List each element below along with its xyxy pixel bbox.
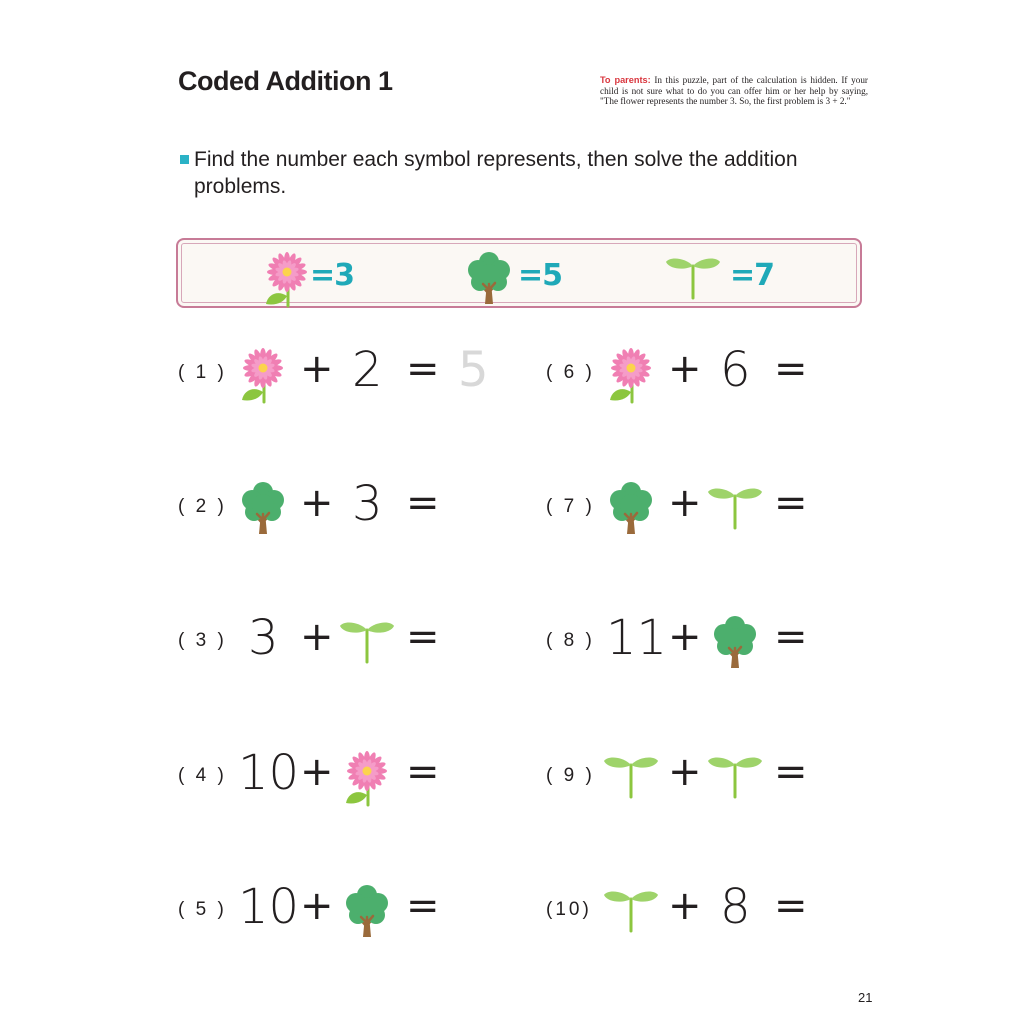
problem-number: ( 9 )	[546, 765, 595, 786]
key-value-flower: =3	[310, 258, 355, 293]
left-operand: 10	[238, 879, 300, 935]
tree-icon	[706, 612, 764, 672]
sprout-icon	[602, 747, 660, 807]
problem-number: ( 2 )	[178, 496, 227, 517]
problem-6	[546, 344, 846, 404]
equals-sign: =	[774, 749, 808, 795]
key-item-sprout	[664, 246, 784, 302]
plus-sign: +	[300, 883, 334, 929]
left-operand: 3	[248, 610, 279, 666]
parents-note	[600, 75, 868, 107]
problem-number: ( 6 )	[546, 362, 595, 383]
flower-icon	[258, 248, 316, 308]
plus-sign: +	[300, 749, 334, 795]
problem-9	[546, 747, 846, 807]
plus-sign: +	[300, 480, 334, 526]
problem-5	[178, 881, 478, 941]
tree-icon	[234, 478, 292, 538]
plus-sign: +	[668, 346, 702, 392]
tree-icon	[602, 478, 660, 538]
key-item-tree	[460, 246, 570, 302]
key-item-flower	[258, 246, 368, 302]
instruction-text: Find the number each symbol represents, then solve the addition problems.	[194, 148, 798, 198]
flower-icon	[234, 344, 292, 404]
equals-sign: =	[406, 480, 440, 526]
left-operand: 11	[606, 610, 668, 666]
page-title: Coded Addition 1	[178, 66, 393, 96]
left-operand: 10	[238, 745, 300, 801]
right-operand: 6	[720, 342, 751, 398]
page-number: 21	[858, 990, 873, 1005]
problem-number: ( 4 )	[178, 765, 227, 786]
plus-sign: +	[300, 346, 334, 392]
equals-sign: =	[406, 883, 440, 929]
parents-note-text: In this puzzle, part of the calculation is hidden. If your child is not sure what to do you can offer him or her help by saying, "The flower represents the number 3. So, the first problem is 3 + 2."	[600, 75, 868, 107]
problem-3	[178, 612, 478, 672]
answer-hint: 5	[458, 342, 489, 398]
problem-number: ( 1 )	[178, 362, 227, 383]
flower-icon	[338, 747, 396, 807]
tree-icon	[338, 881, 396, 941]
problem-2	[178, 478, 478, 538]
plus-sign: +	[668, 883, 702, 929]
equals-sign: =	[406, 346, 440, 392]
symbol-key-box	[176, 238, 862, 308]
parents-note-lead: To parents:	[600, 75, 651, 85]
problem-4	[178, 747, 478, 807]
right-operand: 8	[720, 879, 751, 935]
problem-number: ( 5 )	[178, 899, 227, 920]
problem-number: ( 8 )	[546, 630, 595, 651]
right-operand: 3	[352, 476, 383, 532]
problem-number: (10)	[546, 899, 592, 920]
equals-sign: =	[774, 346, 808, 392]
problem-number: ( 3 )	[178, 630, 227, 651]
problem-10	[546, 881, 846, 941]
equals-sign: =	[774, 480, 808, 526]
key-value-sprout: =7	[730, 258, 775, 293]
plus-sign: +	[668, 749, 702, 795]
problem-1	[178, 342, 489, 404]
plus-sign: +	[300, 614, 334, 660]
flower-icon	[602, 344, 660, 404]
problem-8	[546, 612, 846, 672]
sprout-icon	[338, 612, 396, 672]
problem-7	[546, 478, 846, 538]
sprout-icon	[706, 747, 764, 807]
problem-number: ( 7 )	[546, 496, 595, 517]
equals-sign: =	[774, 883, 808, 929]
equals-sign: =	[406, 749, 440, 795]
sprout-icon	[602, 881, 660, 941]
equals-sign: =	[774, 614, 808, 660]
sprout-icon	[706, 478, 764, 538]
key-value-tree: =5	[518, 258, 563, 293]
right-operand: 2	[352, 342, 383, 398]
equals-sign: =	[406, 614, 440, 660]
sprout-icon	[664, 248, 722, 308]
tree-icon	[460, 248, 518, 308]
plus-sign: +	[668, 614, 702, 660]
plus-sign: +	[668, 480, 702, 526]
square-bullet-icon	[180, 155, 189, 164]
